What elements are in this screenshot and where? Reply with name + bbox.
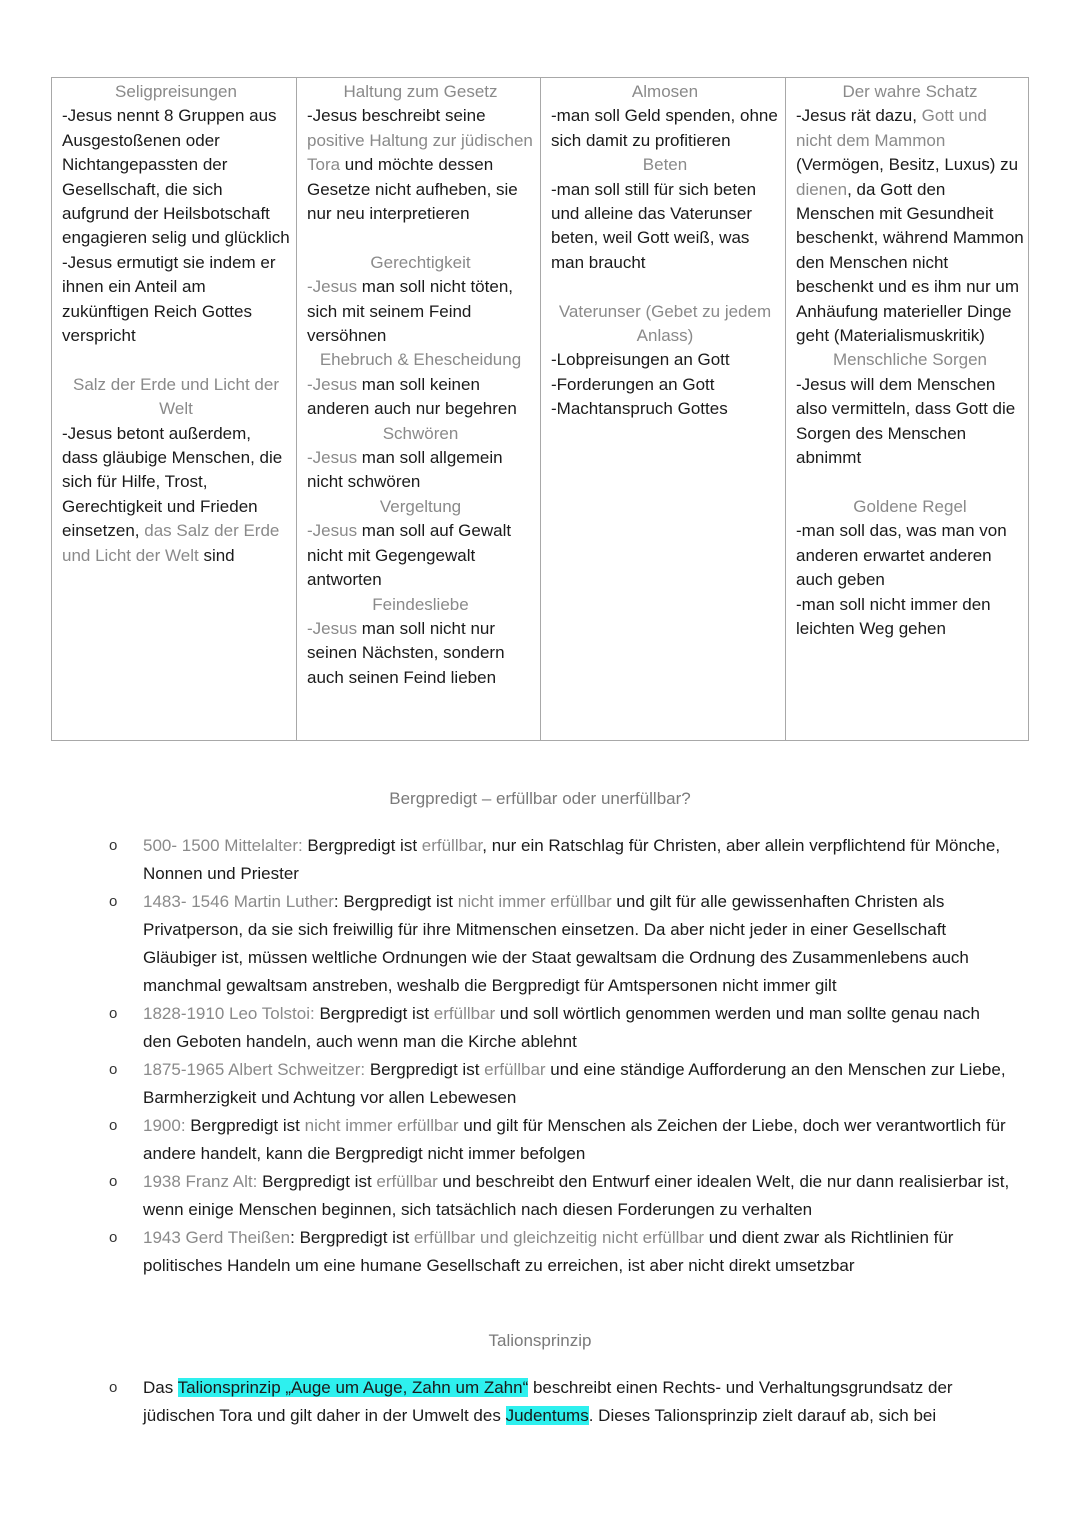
gray-emphasis-text: 1943 Gerd Theißen (143, 1228, 291, 1247)
gray-emphasis-text: -Jesus (307, 374, 358, 394)
highlighted-text: Talionsprinzip „Auge um Auge, Zahn um Zahn“ (177, 1378, 529, 1397)
topic-paragraph (551, 373, 779, 397)
topic-paragraph (551, 104, 779, 153)
topic-paragraph (551, 397, 779, 421)
gray-emphasis-text: nicht immer erfüllbar (304, 1116, 459, 1135)
topic-heading: Der wahre Schatz (842, 82, 978, 101)
text-run: man soll keinen anderen auch nur begehren (307, 374, 517, 419)
list-item (0, 1112, 1080, 1168)
text-run: : Bergpredigt ist (333, 892, 458, 911)
text-run: -Machtanspruch Gottes (551, 399, 728, 419)
topic-paragraph (307, 373, 534, 422)
text-run: Bergpredigt ist (185, 1116, 305, 1135)
topic-paragraph (796, 593, 1024, 642)
text-run: -man soll nicht immer den leichten Weg gehen (796, 594, 991, 638)
table-column (52, 78, 297, 740)
gray-emphasis-text: dienen (796, 179, 848, 199)
section-title-bergpredigt: Bergpredigt – erfüllbar oder unerfüllbar? (389, 789, 691, 808)
gray-emphasis-text: positive Haltung zur jüdischen Tora (307, 130, 533, 175)
topic-paragraph (551, 348, 779, 372)
spacer (307, 226, 534, 250)
text-run: -man soll Geld spenden, ohne sich damit zu profitieren (551, 106, 778, 150)
bullet-marker: o (109, 837, 118, 854)
gray-emphasis-text: Gott und nicht dem Mammon (796, 106, 987, 150)
bullet-marker: o (109, 893, 118, 910)
bullet-marker: o (109, 1061, 118, 1078)
gray-emphasis-text: erfüllbar (421, 836, 483, 855)
topic-heading: Schwören (382, 423, 459, 443)
text-run: und eine ständige Aufforderung an den Menschen zur Liebe, Barmherzigkeit und Achtung vor allen Lebewesen (143, 1060, 1006, 1107)
text-run: man soll nicht nur seinen Nächsten, sondern auch seinen Feind lieben (307, 618, 505, 687)
text-run: -Jesus will dem Menschen also vermitteln, dass Gott die Sorgen des Menschen abnimmt (796, 374, 1016, 468)
list-item (0, 1000, 1080, 1056)
topic-heading: Almosen (631, 82, 699, 101)
spacer (796, 471, 1024, 495)
topic-paragraph (796, 104, 1024, 348)
bullet-marker: o (109, 1005, 118, 1022)
gray-emphasis-text: 1483- 1546 Martin Luther (143, 892, 334, 911)
bullet-marker: o (109, 1229, 118, 1246)
text-run: und möchte dessen Gesetze nicht aufheben, sie nur neu interpretieren (307, 155, 518, 224)
spacer (62, 348, 290, 372)
gray-emphasis-text: erfüllbar und gleichzeitig nicht erfüllbar (413, 1228, 705, 1247)
topic-heading: Vergeltung (379, 496, 462, 516)
topic-paragraph (62, 251, 290, 349)
text-run: Bergpredigt ist (365, 1060, 485, 1079)
gray-emphasis-text: -Jesus (307, 521, 358, 541)
topic-heading: Seligpreisungen (115, 82, 237, 101)
topic-paragraph (796, 519, 1024, 592)
topic-heading: Salz der Erde und Licht der Welt (72, 374, 279, 419)
topic-heading: Menschliche Sorgen (832, 350, 988, 370)
topic-heading: Feindesliebe (372, 594, 469, 614)
list-item (0, 888, 1080, 1000)
gray-emphasis-text: -Jesus (307, 448, 358, 468)
text-run: Bergpredigt ist (257, 1172, 377, 1191)
text-run: und gilt für Menschen als Zeichen der Liebe, doch wer verantwortlich für andere handelt, kann die Bergpredigt nicht immer befolgen (143, 1116, 1006, 1163)
topic-heading: Vaterunser (Gebet zu jedem Anlass) (558, 301, 772, 346)
gray-emphasis-text: 1900: (143, 1116, 186, 1135)
text-run: und dient zwar als Richtlinien für politisches Handeln um eine humane Gesellschaft zu erreichen, ist aber nicht direkt umsetzbar (143, 1228, 954, 1275)
highlighted-text: Judentums (505, 1406, 589, 1425)
text-run: man soll auf Gewalt nicht mit Gegengewalt antworten (307, 521, 512, 590)
gray-emphasis-text: -Jesus (307, 618, 358, 638)
text-run: -Forderungen an Gott (551, 374, 715, 394)
text-run: man soll allgemein nicht schwören (307, 448, 503, 492)
text-run: sind (198, 545, 235, 565)
topic-paragraph (796, 373, 1024, 471)
talionsprinzip-list (0, 1374, 1080, 1430)
text-run: (Vermögen, Besitz, Luxus) zu (796, 155, 1019, 175)
gray-emphasis-text: 1875-1965 Albert Schweitzer: (143, 1060, 366, 1079)
text-run: : Bergpredigt ist (290, 1228, 414, 1247)
topic-paragraph (551, 178, 779, 276)
topic-heading: Beten (642, 155, 688, 175)
topic-heading: Goldene Regel (853, 496, 967, 516)
text-run: Bergpredigt ist (302, 836, 422, 855)
text-run: -Jesus beschreibt seine (307, 106, 486, 126)
gray-emphasis-text: -Jesus (307, 277, 358, 297)
topic-paragraph (307, 275, 534, 348)
text-run: -man soll still für sich beten und alleine das Vaterunser beten, weil Gott weiß, was man braucht (551, 179, 757, 272)
sermon-topics-table (51, 77, 1029, 741)
topic-paragraph (307, 519, 534, 592)
list-item (0, 1168, 1080, 1224)
text-run: -Jesus betont außerdem, dass gläubige Menschen, die sich für Hilfe, Trost, Gerechtigkeit und Frieden einsetzen, (62, 423, 283, 541)
topic-paragraph (307, 617, 534, 690)
topic-paragraph (62, 104, 290, 250)
gray-emphasis-text: erfüllbar (433, 1004, 496, 1023)
text-run: und gilt für alle gewissenhaften Christen als Privatperson, da sie sich freiwillig für ihre Mitmenschen einsetzen. Da aber nicht jeder in einer Gesellschaft Gläubiger ist, müssen weltliche Ordnungen wie der Staat gewaltsam die Ordnung des Zusammenlebens auch manchmal gewaltsam anstreben, weshalb die Bergpredigt für Amtspersonen nicht immer gilt (143, 892, 969, 995)
gray-emphasis-text: das Salz der Erde und Licht der Welt (62, 521, 280, 565)
list-item (0, 832, 1080, 888)
gray-emphasis-text: erfüllbar (484, 1060, 546, 1079)
text-run: und beschreibt den Entwurf einer idealen Welt, die nur dann realisierbar ist, wenn einige Menschen beginnen, sich tatsächlich nach diesen Forderungen zu verhalten (143, 1172, 1010, 1219)
text-run: . Dieses Talionsprinzip zielt darauf ab, sich bei (588, 1406, 937, 1425)
bullet-marker: o (109, 1173, 118, 1190)
text-run: -Jesus ermutigt sie indem er ihnen ein Anteil am zukünftigen Reich Gottes verspricht (62, 252, 276, 346)
spacer (551, 275, 779, 299)
table-column (297, 78, 541, 740)
text-run: beschreibt einen Rechts- und Verhaltungsgrundsatz der jüdischen Tora und gilt daher in der Umwelt des (143, 1378, 953, 1425)
table-column (786, 78, 1030, 740)
text-run: -man soll das, was man von anderen erwartet anderen auch geben (796, 521, 1007, 590)
text-run: Das (143, 1378, 178, 1397)
topic-paragraph (307, 104, 534, 226)
topic-paragraph (307, 446, 534, 495)
text-run: , da Gott den Menschen mit Gesundheit beschenkt, während Mammon den Menschen nicht beschenkt und es ihm nur um Anhäufung materieller Dinge geht (Materialismuskritik) (796, 179, 1024, 346)
bullet-marker: o (109, 1117, 118, 1134)
topic-heading: Haltung zum Gesetz (343, 82, 498, 101)
text-run: Bergpredigt ist (314, 1004, 434, 1023)
text-run: -Jesus rät dazu, (796, 106, 922, 126)
gray-emphasis-text: erfüllbar (376, 1172, 438, 1191)
list-item (0, 1056, 1080, 1112)
bullet-marker: o (109, 1379, 118, 1396)
gray-emphasis-text: 1828-1910 Leo Tolstoi: (143, 1004, 315, 1023)
gray-emphasis-text: 500- 1500 Mittelalter: (143, 836, 303, 855)
bergpredigt-list (0, 832, 1080, 1280)
gray-emphasis-text: 1938 Franz Alt: (143, 1172, 258, 1191)
topic-heading: Gerechtigkeit (370, 252, 471, 272)
text-run: man soll nicht töten, sich mit seinem Feind versöhnen (307, 277, 513, 346)
table-column (541, 78, 786, 740)
text-run: -Lobpreisungen an Gott (551, 350, 730, 370)
text-run: -Jesus nennt 8 Gruppen aus Ausgestoßenen oder Nichtangepassten der Gesellschaft, die sich aufgrund der Heilsbotschaft engagieren selig und glücklich (62, 106, 290, 248)
gray-emphasis-text: nicht immer erfüllbar (457, 892, 612, 911)
topic-paragraph (62, 422, 290, 568)
list-item (0, 1374, 1080, 1430)
text-run: , nur ein Ratschlag für Christen, aber allein verpflichtend für Mönche, Nonnen und Priester (143, 836, 1001, 883)
list-item (0, 1224, 1080, 1280)
text-run: und soll wörtlich genommen werden und man sollte genau nach den Geboten handeln, auch wenn man die Kirche ablehnt (143, 1004, 980, 1051)
section-title-talionsprinzip: Talionsprinzip (488, 1331, 592, 1350)
topic-heading: Ehebruch & Ehescheidung (319, 350, 522, 370)
